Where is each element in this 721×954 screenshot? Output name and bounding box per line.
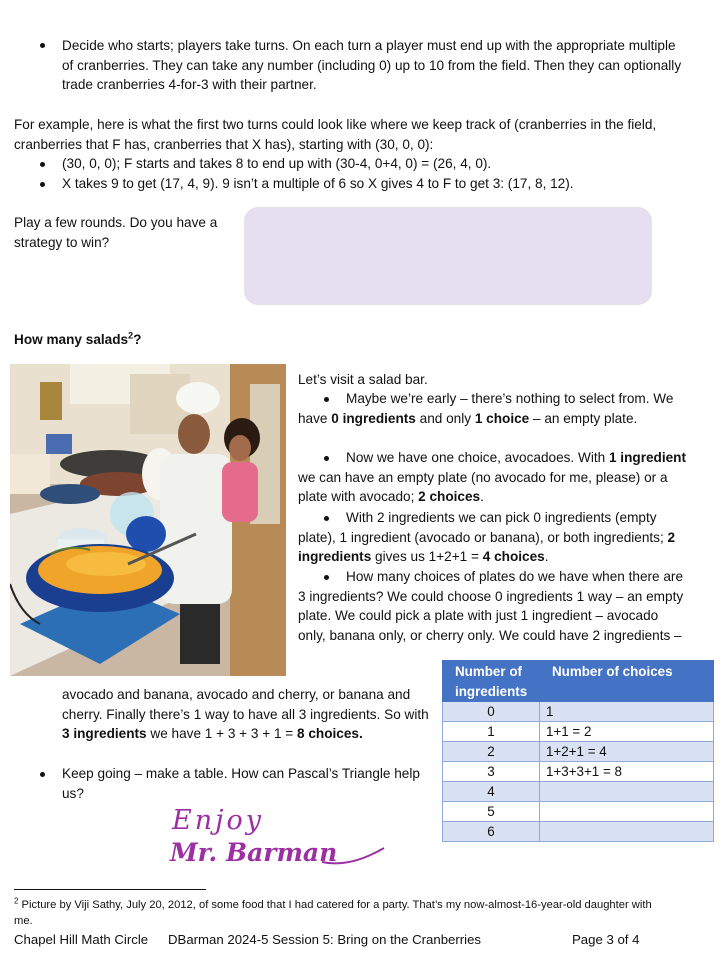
table-row xyxy=(443,762,714,782)
footnote-number: 2 xyxy=(14,896,19,906)
salad-bullet-1-a: Maybe we’re early – there’s nothing to select from. We have xyxy=(298,391,674,426)
salad-bullet-1-b: 0 ingredients xyxy=(331,410,416,426)
play-prompt: Play a few rounds. Do you have a strategy to win? xyxy=(14,215,218,250)
footer-right: Page 3 of 4 xyxy=(572,932,640,947)
salad-bullet-2-d: 2 choices xyxy=(418,489,481,505)
choices-table xyxy=(442,660,714,842)
table-header-ingredients: Number of ingredients xyxy=(443,661,540,702)
salad-bullet-1-d: 1 choice xyxy=(474,410,530,426)
table-cell-n: 3 xyxy=(443,762,540,782)
salad-bullet-4-continued xyxy=(62,685,430,744)
salads-heading-end: ? xyxy=(133,332,142,347)
signature-enjoy: Enjoy xyxy=(172,805,264,836)
salad-bullet-3 xyxy=(298,508,686,567)
table-cell-n: 1 xyxy=(443,722,540,742)
table-cell-n: 4 xyxy=(443,782,540,802)
table-cell-c: 1+2+1 = 4 xyxy=(540,742,714,762)
table-cell-n: 5 xyxy=(443,802,540,822)
signature-flourish xyxy=(320,842,390,872)
table-cell-n: 0 xyxy=(443,702,540,722)
salad-bullet-1-c: and only xyxy=(415,410,475,426)
bullet-dot xyxy=(40,162,45,167)
salad-bullet-1 xyxy=(298,389,688,428)
table-row xyxy=(443,722,714,742)
salads-heading-text: How many salads xyxy=(14,332,129,347)
signature-name: Mr. Barman xyxy=(170,838,338,867)
footnote-rule xyxy=(14,889,206,890)
salad-bullet-3-e: . xyxy=(544,549,549,565)
table-row xyxy=(443,782,714,802)
salad-bullet-2-b: 1 ingredient xyxy=(608,450,687,465)
footnote xyxy=(14,898,654,929)
chef-photo xyxy=(10,364,286,676)
table-row xyxy=(443,802,714,822)
footer-left: Chapel Hill Math Circle xyxy=(14,932,149,947)
table-cell-n: 6 xyxy=(443,822,540,842)
salad-bullet-3-a: With 2 ingredients we can pick 0 ingredients (empty plate), 1 ingredient (avocado or banana), or both ingredients; xyxy=(298,510,668,545)
salad-bullet-4-c: 3 ingredients xyxy=(62,726,147,742)
bullet-dot xyxy=(40,182,45,187)
footer-center: DBarman 2024-5 Session 5: Bring on the Cranberries xyxy=(168,932,482,947)
intro-bullet-text: Decide who starts; players take turns. On each turn a player must end up with the appropriate multiple of cranberries. They can take any number (including 0) up to 10 from the field. Then they can optionally trade cranberries 4-for-3 with their partner. xyxy=(62,38,682,93)
bullet-dot xyxy=(40,43,45,48)
salad-bullet-2-a: Now we have one choice, avocadoes. With xyxy=(346,450,609,465)
table-cell-c: 1+1 = 2 xyxy=(540,722,714,742)
answer-box[interactable] xyxy=(244,207,652,305)
table-row xyxy=(443,742,714,762)
table-row xyxy=(443,702,714,722)
table-cell-c xyxy=(540,822,714,842)
salad-bullet-2-c: we can have an empty plate (no avocado for me, please) or a plate with avocado; xyxy=(298,469,668,505)
example-bullet-2: X takes 9 to get (17, 4, 9). 9 isn’t a multiple of 6 so X gives 4 to F to get 3: (17, 8, 12). xyxy=(62,176,574,191)
table-row xyxy=(443,822,714,842)
salad-bullet-1-e: – an empty plate. xyxy=(529,410,638,426)
footnote-text: Picture by Viji Sathy, July 20, 2012, of some food that I had catered for a party. That’s my now-almost-16-year-old daughter with me. xyxy=(14,899,652,927)
salad-bullet-3-b: 2 ingredients xyxy=(298,529,676,565)
table-cell-c xyxy=(540,782,714,802)
salad-bullet-5: Keep going – make a table. How can Pascal’s Triangle help us? xyxy=(62,766,420,801)
salad-bullet-4-b: avocado and banana, avocado and cherry, or banana and cherry. Finally there’s 1 way to have all 3 ingredients. So with xyxy=(62,687,429,722)
salad-intro: Let’s visit a salad bar. xyxy=(298,372,428,387)
table-cell-c xyxy=(540,802,714,822)
salad-bullet-4-d: we have 1 + 3 + 3 + 1 = xyxy=(146,726,298,742)
footnote-ref: 2 xyxy=(128,330,134,341)
salad-bullet-4-e: 8 choices. xyxy=(297,726,363,742)
salad-bullet-4: How many choices of plates do we have when there are 3 ingredients? We could choose 0 ingredients 1 way – an empty plate. We could pick a plate with just 1 ingredient – avocado only, banana only, or cherry only. We could have 2 ingredients – xyxy=(298,569,684,643)
table-cell-n: 2 xyxy=(443,742,540,762)
table-header-choices: Number of choices xyxy=(540,661,714,702)
example-paragraph: For example, here is what the first two turns could look like where we keep track of (cranberries in the field, cranberries that F has, cranberries that X has), starting with (30, 0, 0): xyxy=(14,117,657,152)
salad-bullet-3-d: 4 choices xyxy=(482,549,545,565)
salad-bullet-2-e: . xyxy=(480,489,484,505)
table-cell-c: 1 xyxy=(540,702,714,722)
salads-heading xyxy=(14,330,141,350)
salad-bullet-3-c: gives us 1+2+1 = xyxy=(371,549,483,565)
bullet-dot xyxy=(40,772,45,777)
table-cell-c: 1+3+3+1 = 8 xyxy=(540,762,714,782)
example-bullet-1: (30, 0, 0); F starts and takes 8 to end up with (30-4, 0+4, 0) = (26, 4, 0). xyxy=(62,156,492,171)
salad-bullet-2 xyxy=(298,448,686,507)
